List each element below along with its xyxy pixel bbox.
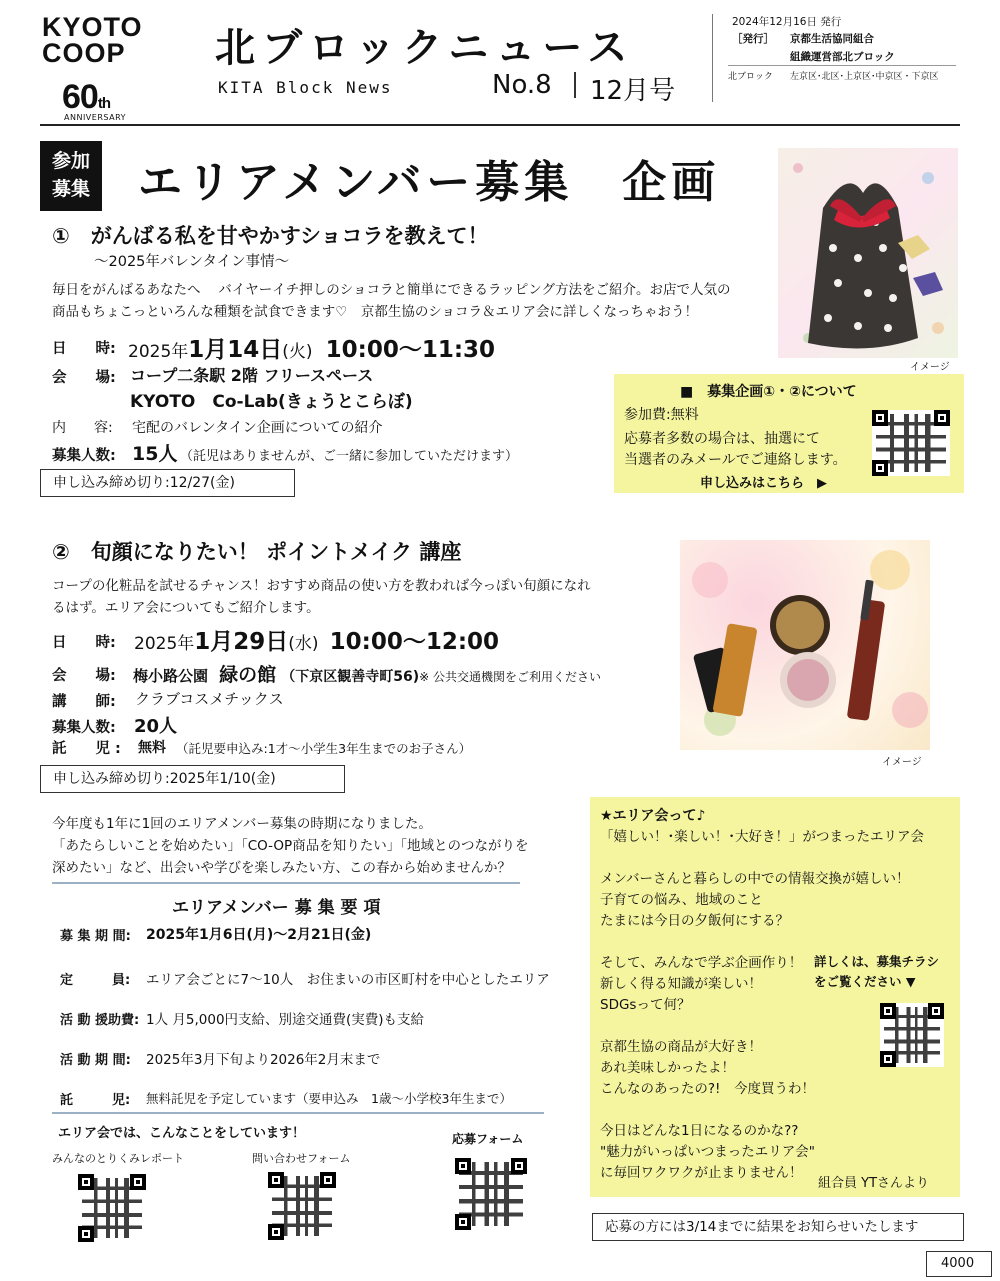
info-box-note1: 応募者多数の場合は、抽選にて (624, 431, 820, 447)
area-line: たまには今日の夕飯何にする？ (600, 913, 789, 929)
area-line (600, 1016, 924, 1037)
qr-finder (455, 1158, 471, 1174)
area-line: メンバーさんと暮らしの中での情報交換が嬉しい！ (600, 871, 910, 887)
activities-intro: エリア会では、こんなことをしています！ (58, 1126, 306, 1141)
info-box-note2: 当選者のみメールでご連絡します。 (624, 452, 847, 468)
event1-date-label: 日 時: (52, 341, 116, 357)
qr-finder (928, 1003, 944, 1019)
event1-subheading: ～2025年バレンタイン事情～ (94, 254, 290, 270)
event1-capacity-note: （託児はありませんが、ご一緒に参加していただけます） (180, 449, 519, 464)
area-line: "魅力がいっぱいつまったエリア会" (600, 1144, 815, 1160)
info-box-title: ■ 募集企画①・②について (680, 384, 857, 400)
qr-finder (880, 1003, 896, 1019)
event2-desc-line2: るはず。エリア会についてもご紹介します。 (52, 600, 320, 616)
image2-caption: イメージ (882, 757, 922, 768)
publisher-label: ［発行］ (732, 33, 774, 45)
event2-venue-address: （下京区観善寺町56) (281, 669, 420, 685)
area-line: そして、みんなで学ぶ企画作り！ (600, 955, 803, 971)
block-areas: 左京区･北区･上京区･中京区・下京区 (790, 72, 939, 82)
area-box-text (600, 827, 924, 1184)
area-line (600, 932, 924, 953)
event2-venue (133, 660, 601, 687)
qr-finder (268, 1224, 284, 1240)
report-qr-code[interactable] (78, 1174, 146, 1242)
event2-date (134, 623, 499, 656)
chocolate-gift-image (778, 148, 958, 358)
req-period-value: 2025年1月6日(月)～2月21日(金) (146, 927, 372, 943)
area-line: 今日はどんな1日になるのかな?? (600, 1123, 799, 1139)
logo-anniversary: ANNIVERSARY (64, 113, 127, 122)
header-rule (40, 124, 960, 126)
apply-qr-code[interactable] (872, 410, 950, 476)
flyer-note-line2: をご覧ください ▼ (814, 974, 916, 989)
cosmetics-image (680, 540, 930, 750)
result-notice: 応募の方には3/14までに結果をお知らせいたします (592, 1213, 964, 1241)
event2-desc-line1: コープの化粧品を試せるチャンス！おすすめ商品の使い方を教われば今っぽい旬顔になれ (52, 578, 591, 594)
qr-finder (880, 1051, 896, 1067)
event2-date-dow: (水) (288, 634, 319, 654)
event2-childcare: 無料 (138, 740, 166, 756)
event1-content-label: 内 容: (52, 420, 113, 436)
event1-date-day: 1月14日 (188, 337, 283, 363)
event1-capacity: 15人 (132, 443, 178, 465)
req-allowance-label: 活 動 援助費: (60, 1013, 140, 1028)
req-capacity-label: 定 員: (60, 973, 131, 988)
header-divider (712, 14, 713, 102)
req-activity-value: 2025年3月下旬より2026年2月末まで (146, 1052, 381, 1068)
event1-venue-line1: コープ二条駅 2階 フリースペース (130, 366, 374, 385)
qr-finder (934, 410, 950, 426)
intro-line3: 深めたい」など、出会いや学びを楽しみたい方、この春から始めませんか？ (52, 860, 511, 876)
event1-date-dow: (火) (282, 342, 313, 362)
entry-badge (40, 141, 102, 211)
area-line: 子育ての悩み、地域のこと (600, 892, 763, 908)
event2-deadline: 申し込み締め切り:2025年1/10(金) (40, 765, 345, 793)
event2-time: 10:00～12:00 (329, 629, 500, 655)
area-line: 「嬉しい！･楽しい！･大好き！」がつまったエリア会 (600, 829, 924, 845)
area-line (600, 1100, 924, 1121)
event2-teacher: クラブコスメチックス (135, 690, 284, 708)
info-box-apply-link[interactable]: 申し込みはこちら ▶ (700, 476, 827, 491)
page-code: 4000 (926, 1251, 992, 1277)
flyer-qr-code[interactable] (880, 1003, 944, 1067)
qr-finder (78, 1226, 94, 1242)
logo-th: th (97, 95, 110, 112)
intro-line2: 「あたらしいことを始めたい」｢CO-OP商品を知りたい｣「地域とのつながりを (52, 838, 529, 854)
event2-childcare-label: 託 児 : (52, 741, 121, 757)
logo-60th (62, 78, 110, 117)
event1-desc-line1: 毎日をがんばるあなたへ バイヤーイチ押しのショコラと簡単にできるラッピング方法をご紹介。お店で人気の (52, 282, 731, 298)
image1-caption: イメージ (910, 362, 950, 373)
event1-time: 10:00～11:30 (325, 337, 496, 363)
qr3-label: 応募フォーム (452, 1132, 524, 1146)
event2-capacity-label: 募集人数: (52, 720, 116, 736)
area-line: に毎回ワクワクが止まりません！ (600, 1165, 803, 1181)
qr-finder (78, 1174, 94, 1190)
area-line (600, 848, 924, 869)
qr1-label: みんなのとりくみレポート (52, 1152, 184, 1165)
logo-kyoto: KYOTO (42, 12, 143, 42)
event2-teacher-label: 講 師: (52, 694, 116, 710)
event1-heading: ① がんばる私を甘やかすショコラを教えて！ (52, 224, 489, 248)
area-line: SDGsって何？ (600, 997, 691, 1013)
application-qr-code[interactable] (455, 1158, 527, 1230)
area-box-signature: 組合員 YTさんより (818, 1176, 930, 1191)
event2-date-year: 2025年 (134, 634, 195, 654)
info-box-fee: 参加費:無料 (624, 407, 699, 423)
publisher-name: 京都生活協同組合 (790, 33, 874, 45)
qr2-label: 問い合わせフォーム (252, 1152, 351, 1165)
page-title: 北ブロックニュース (215, 25, 635, 71)
page-subtitle: KITA Block News (218, 78, 393, 97)
event2-venue-note: ※ 公共交通機関をご利用ください (419, 670, 601, 684)
req-allowance-value: 1人 月5,000円支給、別途交通費(実費)も支給 (146, 1012, 425, 1028)
event2-date-label: 日 時: (52, 635, 116, 651)
event1-date-year: 2025年 (128, 342, 189, 362)
event1-venue-label: 会 場: (52, 370, 116, 386)
qr-finder (872, 410, 888, 426)
flyer-note-line1: 詳しくは、募集チラシ (814, 954, 940, 969)
area-line: こんなのあったの?! 今度買うわ！ (600, 1081, 815, 1097)
event1-deadline: 申し込み締め切り:12/27(金) (40, 469, 295, 497)
requirements-title: エリアメンバー 募 集 要 項 (172, 898, 381, 918)
publish-date: 2024年12月16日 発行 (732, 16, 842, 28)
intro-rule (52, 882, 520, 884)
area-line: 新しく得る知識が楽しい！ (600, 976, 762, 992)
qr-finder (130, 1174, 146, 1190)
logo-60-number: 60 (62, 78, 98, 116)
req-capacity-value: エリア会ごとに7～10人 お住まいの市区町村を中心としたエリア (146, 972, 550, 988)
event2-date-day: 1月29日 (194, 629, 289, 655)
banner-title: エリアメンバー募集 企画 (138, 157, 721, 208)
qr-finder (872, 460, 888, 476)
requirements-rule (52, 1112, 544, 1114)
area-line: あれ美味しかったよ！ (600, 1060, 735, 1076)
event1-capacity-label: 募集人数: (52, 448, 116, 464)
badge-line1: 参加 (51, 150, 90, 172)
logo-coop: COOP (42, 38, 126, 68)
event2-venue-hall: 緑の館 (219, 664, 277, 686)
intro-line1: 今年度も1年に1回のエリアメンバー募集の時期になりました。 (52, 816, 432, 832)
qr-finder (455, 1214, 471, 1230)
badge-line2: 募集 (51, 178, 90, 200)
event2-heading: ② 旬顔になりたい！ ポイントメイク 講座 (52, 540, 462, 564)
event1-desc-line2: 商品もちょこっといろんな種類を試食できます♡ 京都生協のショコラ＆エリア会に詳しくなっちゃおう！ (52, 304, 699, 320)
block-label: 北ブロック (728, 72, 773, 82)
event1-venue-line2: KYOTO Co-Lab(きょうとこらぼ) (130, 392, 413, 412)
issue-divider (574, 72, 576, 98)
area-box-title: ★エリア会って♪ (600, 808, 706, 824)
publisher-rule (728, 65, 956, 66)
req-activity-label: 活 動 期 間: (60, 1053, 131, 1068)
event1-content: 宅配のバレンタイン企画についての紹介 (132, 420, 383, 436)
inquiry-qr-code[interactable] (268, 1172, 336, 1240)
event2-capacity: 20人 (134, 716, 178, 737)
event1-date (128, 331, 495, 364)
event2-venue-park: 梅小路公園 (133, 667, 209, 685)
cosmetics-illustration (680, 540, 930, 750)
area-line: 京都生協の商品が大好き！ (600, 1039, 762, 1055)
qr-finder (320, 1172, 336, 1188)
publisher-dept: 組織運営部北ブロック (790, 51, 895, 63)
issue-number: No.8 (492, 70, 552, 100)
qr-finder (268, 1172, 284, 1188)
req-childcare-label: 託 児: (60, 1093, 131, 1108)
req-childcare-value: 無料託児を予定しています（要申込み 1歳～小学校3年生まで） (146, 1091, 512, 1106)
event2-childcare-note: （託児要申込み:1才～小学生3年生までのお子さん） (176, 741, 472, 756)
issue-month: 12月号 (590, 76, 676, 106)
qr-finder (511, 1158, 527, 1174)
event2-venue-label: 会 場: (52, 668, 116, 684)
gift-bag-illustration (778, 148, 958, 358)
req-period-label: 募 集 期 間: (60, 929, 131, 944)
